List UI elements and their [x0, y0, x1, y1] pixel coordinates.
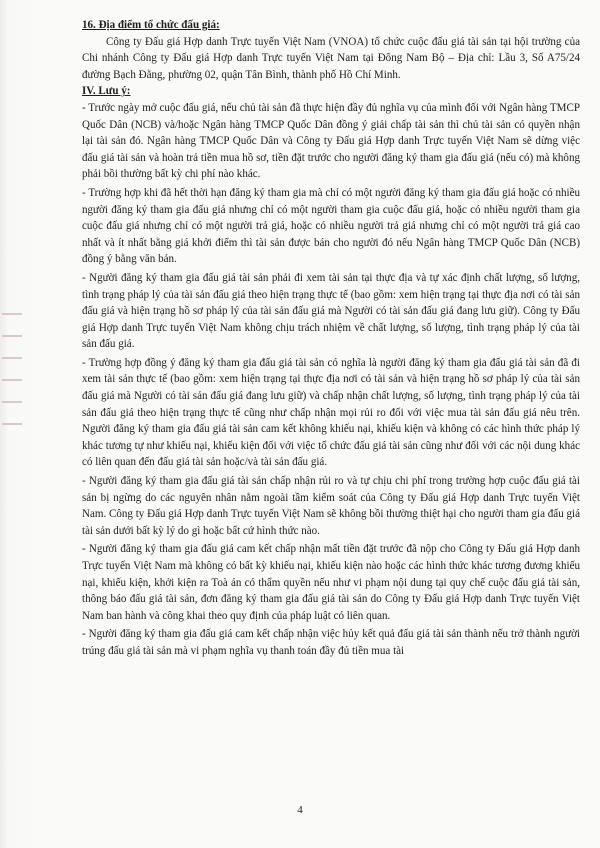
- page-number: 4: [297, 804, 303, 816]
- note-item: - Người đăng ký tham gia đấu giá tài sản chấp nhận rủi ro và tự chịu chi phí trong trường hợp cuộc đấu giá tài sản bị ngừng do các nguyên nhân nằm ngoài tầm kiểm soát của Công ty Đấu giá Hợp danh Trực tuyến Việt Nam. Công ty Đấu giá Hợp danh Trực tuyến Việt Nam sẽ không bồi thường thiệt hại cho người tham gia đấu giá tài sản dưới bất kỳ lý do gì hoặc bất cứ hình thức nào.: [82, 475, 580, 537]
- note-item: - Người đăng ký tham gia đấu giá cam kết chấp nhận việc hủy kết quả đấu giá tài sản thành nếu trở thành người trúng đấu giá tài sản mà vi phạm nghĩa vụ thanh toán đầy đủ tiền mua tài: [82, 628, 580, 657]
- note-item: - Người đăng ký tham gia đấu giá cam kết chấp nhận mất tiền đặt trước đã nộp cho Công ty Đấu giá Hợp danh Trực tuyến Việt Nam mà không có bất kỳ khiếu nại, khiếu kiện nào hoặc các hình thức khác tương đương khiếu nại, khiếu kiện, khởi kiện ra Toà án có thẩm quyền nếu như vi phạm nội dung tại quy chế cuộc đấu giá tài sản, thông báo đấu giá tài sản, đơn đăng ký tham gia đấu giá tài sản do Công ty Đấu giá Hợp danh Trực tuyến Việt Nam ban hành và công khai theo quy định của pháp luật có liên quan.: [82, 543, 580, 622]
- notes-heading: IV. Lưu ý:: [82, 85, 131, 98]
- section-16-text: Công ty Đấu giá Hợp danh Trực tuyến Việt Nam (VNOA) tổ chức cuộc đấu giá tài sản tại hội trường của Chi nhánh Công ty Đấu giá Hợp danh Trực tuyến Việt Nam tại Đông Nam Bộ – Địa chỉ: Lầu 3, Số A75/24 đường Bạch Đằng, phường 02, quận Tân Bình, thành phố Hồ Chí Minh.: [82, 35, 580, 81]
- note-item: - Trường hợp khi đã hết thời hạn đăng ký tham gia mà chỉ có một người đăng ký tham gia đấu giá hoặc có nhiều người đăng ký tham gia đấu giá nhưng chỉ có một người tham gia cuộc đấu giá, hoặc có nhiều người tham gia cuộc đấu giá nhưng chỉ có một người trả giá, hoặc có nhiều người trả giá nhưng chỉ có một người trả giá cao nhất và ít nhất bằng giá khởi điểm thì tài sản được bán cho người đó nếu Ngân hàng TMCP Quốc Dân (NCB) đồng ý bằng văn bản.: [82, 186, 580, 266]
- note-item: - Người đăng ký tham gia đấu giá tài sản phải đi xem tài sản tại thực địa và tự xác định chất lượng, số lượng, tình trạng pháp lý của tài sản đấu giá theo hiện trạng thực tế (bao gồm: xem hiện trạng tại thực địa nơi có tài sản đấu giá và hiện trạng hồ sơ pháp lý của tài sản đấu giá mà Người có tài sản đấu giá đang lưu giữ). Công ty Đấu giá Hợp danh Trực tuyến Việt Nam không chịu trách nhiệm về chất lượng, số lượng, tình trạng pháp lý của tài sản đấu giá.: [82, 271, 580, 351]
- note-item: - Trường hợp đồng ý đăng ký tham gia đấu giá tài sản có nghĩa là người đăng ký tham gia đấu giá tài sản đã đi xem tài sản thực tế (bao gồm: xem hiện trạng tại thực địa nơi có tài sản và hiện trạng hồ sơ pháp lý của tài sản đấu giá mà Người có tài sản đấu giá đang lưu giữ) và chấp nhận chất lượng, số lượng, tình trạng pháp lý của tài sản đấu giá theo hiện trạng thực tế cũng như chấp nhận mọi rủi ro đối với việc mua tài sản đấu giá nêu trên. Người đăng ký tham gia đấu giá tài sản cam kết không khiếu nại, khiếu kiện và không có các hình thức pháp lý khác tương tự như khiếu nại, khiếu kiện đối với việc tổ chức đấu giá tài sản cũng như đối với các nội dung khác có liên quan đến đấu giá tài sản hoặc/và tài sản đấu giá.: [82, 356, 580, 469]
- section-16-heading: 16. Địa điểm tổ chức đấu giá:: [82, 19, 220, 31]
- stamp-edge-mark: [0, 305, 24, 445]
- note-item: - Trước ngày mở cuộc đấu giá, nếu chủ tài sản đã thực hiện đầy đủ nghĩa vụ của mình đối với Ngân hàng TMCP Quốc Dân (NCB) và/hoặc Ngân hàng TMCP Quốc Dân đồng ý giải chấp tài sản thì chủ tài sản có quyền nhận lại tài sản đó. Ngân hàng TMCP Quốc Dân và Công ty Đấu giá Hợp danh Trực tuyến Việt Nam sẽ dừng việc đấu giá tài sản và hoàn trả tiền mua hồ sơ, tiền đặt trước cho người đăng ký tham gia đấu giá (nếu có) mà không phải bồi thường bất kỳ chi phí nào khác.: [82, 101, 580, 181]
- document-body: [82, 17, 580, 662]
